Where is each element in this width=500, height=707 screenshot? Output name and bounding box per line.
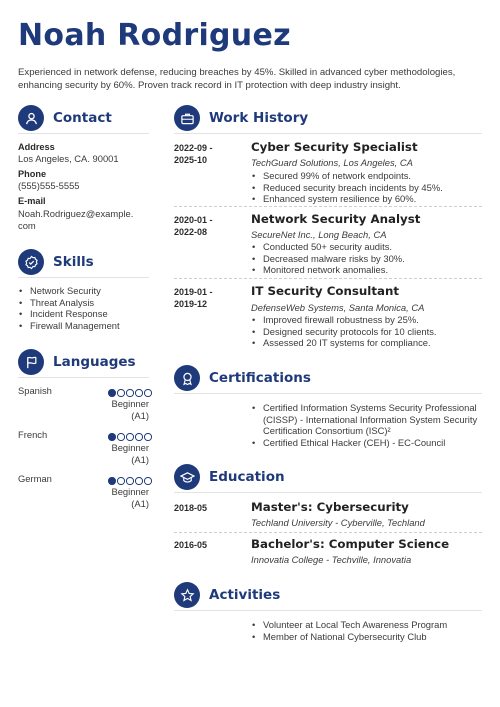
list-item: • Volunteer at Local Tech Awareness Program bbox=[251, 619, 447, 631]
rating-dots bbox=[108, 477, 152, 485]
flag-icon bbox=[18, 349, 44, 375]
profile-summary: Experienced in network defense, reducing breaches by 45%. Skilled in advanced cyber methodologies, enhancing security by 60%. Proven track record in IT protection with deep industry insight. bbox=[18, 67, 456, 91]
list-item: • Decreased malware risks by 30%. bbox=[251, 253, 405, 265]
certifications-title: Certifications bbox=[209, 370, 311, 386]
list-item: • Network Security bbox=[18, 285, 120, 297]
job-date-end: 2019-12 bbox=[174, 299, 208, 309]
rating-dot-empty bbox=[144, 389, 152, 397]
language-level: Beginner bbox=[111, 442, 149, 453]
divider bbox=[174, 133, 482, 134]
rating-dot-filled bbox=[108, 389, 116, 397]
rating-dot-filled bbox=[108, 433, 116, 441]
job-company: DefenseWeb Systems, Santa Monica, CA bbox=[251, 302, 425, 313]
rating-dot-empty bbox=[144, 433, 152, 441]
divider bbox=[18, 377, 149, 378]
rating-dot-empty bbox=[135, 389, 143, 397]
list-item: • Certified Information Systems Security Professional (CISSP) - International Information System Security Certification Consortium (ISC)² bbox=[251, 402, 483, 437]
job-bullets bbox=[251, 241, 405, 276]
graduation-cap-icon bbox=[174, 464, 200, 490]
list-item: • Designed security protocols for 10 clients. bbox=[251, 326, 437, 338]
rating-dot-empty bbox=[117, 389, 125, 397]
email-label: E-mail bbox=[18, 196, 46, 206]
divider bbox=[18, 133, 149, 134]
language-name: French bbox=[18, 429, 48, 440]
languages-section-header bbox=[18, 349, 136, 375]
divider bbox=[174, 393, 482, 394]
dashed-divider bbox=[174, 532, 482, 533]
star-icon bbox=[174, 582, 200, 608]
school-name: Innovatia College - Techville, Innovatia bbox=[251, 554, 412, 565]
language-name: German bbox=[18, 473, 52, 484]
rating-dot-empty bbox=[126, 433, 134, 441]
list-item: • Improved firewall robustness by 25%. bbox=[251, 314, 437, 326]
language-level: Beginner bbox=[111, 398, 149, 409]
work-history-title: Work History bbox=[209, 110, 309, 126]
rating-dot-empty bbox=[126, 477, 134, 485]
list-item: • Secured 99% of network endpoints. bbox=[251, 170, 443, 182]
list-item: • Firewall Management bbox=[18, 320, 120, 332]
job-date-start: 2022-09 - bbox=[174, 143, 213, 153]
job-title: Network Security Analyst bbox=[251, 212, 421, 226]
language-code: (A1) bbox=[131, 498, 149, 509]
contact-section-header bbox=[18, 105, 112, 131]
skills-section-header bbox=[18, 249, 94, 275]
school-name: Techland University - Cyberville, Techland bbox=[251, 517, 425, 528]
degree-title: Bachelor's: Computer Science bbox=[251, 537, 450, 551]
job-bullets bbox=[251, 170, 443, 205]
rating-dots bbox=[108, 433, 152, 441]
language-code: (A1) bbox=[131, 410, 149, 421]
job-company: TechGuard Solutions, Los Angeles, CA bbox=[251, 157, 413, 168]
education-title: Education bbox=[209, 469, 285, 485]
divider bbox=[174, 610, 482, 611]
job-bullets bbox=[251, 314, 437, 349]
list-item: • Certified Ethical Hacker (CEH) - EC-Council bbox=[251, 437, 483, 449]
list-item: • Assessed 20 IT systems for compliance. bbox=[251, 337, 437, 349]
languages-title: Languages bbox=[53, 354, 136, 370]
dashed-divider bbox=[174, 278, 482, 279]
person-icon bbox=[18, 105, 44, 131]
job-title: IT Security Consultant bbox=[251, 284, 399, 298]
education-date: 2016-05 bbox=[174, 540, 208, 550]
phone-value: (555)555-5555 bbox=[18, 180, 80, 191]
contact-title: Contact bbox=[53, 110, 112, 126]
rating-dot-empty bbox=[117, 477, 125, 485]
language-level: Beginner bbox=[111, 486, 149, 497]
list-item: • Monitored network anomalies. bbox=[251, 264, 405, 276]
list-item: • Conducted 50+ security audits. bbox=[251, 241, 405, 253]
rating-dot-empty bbox=[135, 433, 143, 441]
badge-check-icon bbox=[18, 249, 44, 275]
activities-list bbox=[251, 619, 447, 642]
certifications-list bbox=[251, 402, 483, 448]
list-item: • Member of National Cybersecurity Club bbox=[251, 631, 447, 643]
job-date-start: 2019-01 - bbox=[174, 287, 213, 297]
education-section-header bbox=[174, 464, 285, 490]
skills-title: Skills bbox=[53, 254, 94, 270]
rating-dots bbox=[108, 389, 152, 397]
address-value: Los Angeles, CA. 90001 bbox=[18, 153, 119, 164]
language-code: (A1) bbox=[131, 454, 149, 465]
list-item: • Threat Analysis bbox=[18, 297, 120, 309]
rating-dot-empty bbox=[126, 389, 134, 397]
job-date-end: 2025-10 bbox=[174, 155, 208, 165]
rating-dot-empty bbox=[135, 477, 143, 485]
job-date-start: 2020-01 - bbox=[174, 215, 213, 225]
address-label: Address bbox=[18, 142, 55, 152]
list-item: • Incident Response bbox=[18, 308, 120, 320]
email-value-line1[interactable]: Noah.Rodriguez@example. bbox=[18, 208, 134, 219]
job-title: Cyber Security Specialist bbox=[251, 140, 418, 154]
rating-dot-filled bbox=[108, 477, 116, 485]
certifications-section-header bbox=[174, 365, 311, 391]
rating-dot-empty bbox=[117, 433, 125, 441]
dashed-divider bbox=[174, 206, 482, 207]
rating-dot-empty bbox=[144, 477, 152, 485]
award-ribbon-icon bbox=[174, 365, 200, 391]
activities-section-header bbox=[174, 582, 280, 608]
education-date: 2018-05 bbox=[174, 503, 208, 513]
divider bbox=[174, 492, 482, 493]
activities-title: Activities bbox=[209, 587, 281, 603]
job-company: SecureNet Inc., Long Beach, CA bbox=[251, 229, 387, 240]
language-name: Spanish bbox=[18, 385, 52, 396]
divider bbox=[18, 277, 149, 278]
work-history-section-header bbox=[174, 105, 308, 131]
list-item: • Enhanced system resilience by 60%. bbox=[251, 193, 443, 205]
skills-list bbox=[18, 285, 120, 331]
briefcase-icon bbox=[174, 105, 200, 131]
candidate-name: Noah Rodriguez bbox=[18, 18, 291, 53]
job-date-end: 2022-08 bbox=[174, 227, 208, 237]
phone-label: Phone bbox=[18, 169, 47, 179]
email-value-line2[interactable]: com bbox=[18, 220, 36, 231]
list-item: • Reduced security breach incidents by 45%. bbox=[251, 182, 443, 194]
degree-title: Master's: Cybersecurity bbox=[251, 500, 409, 514]
